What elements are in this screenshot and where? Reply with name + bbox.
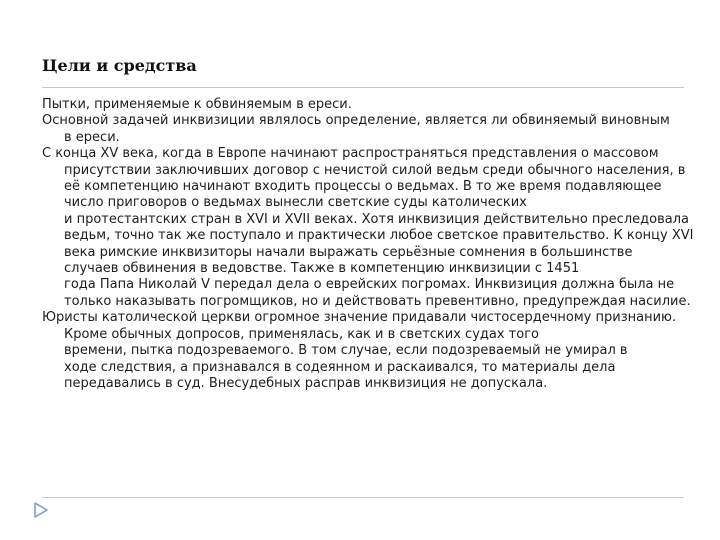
slide-body — [42, 97, 692, 392]
text-line: и протестантских стран в XVI и XVII веках. Хотя инквизиция действительно преследовала — [64, 211, 689, 227]
paragraph-3 — [42, 146, 692, 310]
text-line: в ереси. — [64, 129, 120, 145]
text-line: её компетенцию начинают входить процессы о ведьмах. В то же время подавляющее — [64, 179, 662, 195]
text-line: присутствии заключивших договор с нечистой силой ведьм среди обычного населения, в — [64, 162, 686, 178]
text-line: число приговоров о ведьмах вынесли светские суды католических — [64, 195, 527, 211]
text-line: времени, пытка подозреваемого. В том случае, если подозреваемый не умирал в — [64, 343, 628, 359]
text-line: случаев обвинения в ведовстве. Также в компетенцию инквизиции с 1451 — [64, 261, 580, 277]
text-line: Основной задачей инквизиции являлось определение, является ли обвиняемый виновным — [42, 113, 670, 129]
text-line: С конца XV века, когда в Европе начинают распространяться представления о массовом — [42, 146, 659, 162]
triangle-right-icon[interactable] — [34, 502, 48, 518]
title-divider — [42, 87, 684, 88]
text-line: передавались в суд. Внесудебных расправ инквизиция не допускала. — [64, 375, 548, 391]
text-line: года Папа Николай V передал дела о еврейских погромах. Инквизиция должна была не — [64, 277, 675, 293]
paragraph-1 — [42, 97, 692, 113]
text-line: века римские инквизиторы начали выражать серьёзные сомнения в большинстве — [64, 244, 633, 260]
paragraph-2 — [42, 113, 692, 146]
text-line: Юристы католической церкви огромное значение придавали чистосердечному признанию. — [42, 310, 677, 326]
text-line: Пытки, применяемые к обвиняемым в ереси. — [42, 97, 352, 112]
footer-divider — [42, 497, 684, 498]
text-line: Кроме обычных допросов, применялась, как и в светских судах того — [64, 326, 539, 342]
paragraph-4 — [42, 310, 692, 392]
text-line: только наказывать погромщиков, но и действовать превентивно, предупреждая насилие. — [64, 293, 691, 309]
slide-title: Цели и средства — [42, 56, 197, 75]
text-line: ведьм, точно так же поступало и практически любое светское правительство. К концу XVI — [64, 228, 694, 244]
text-line: ходе следствия, а признавался в содеянном и раскаивался, то материалы дела — [64, 359, 616, 375]
triangle-right-icon-graphic — [34, 502, 48, 518]
